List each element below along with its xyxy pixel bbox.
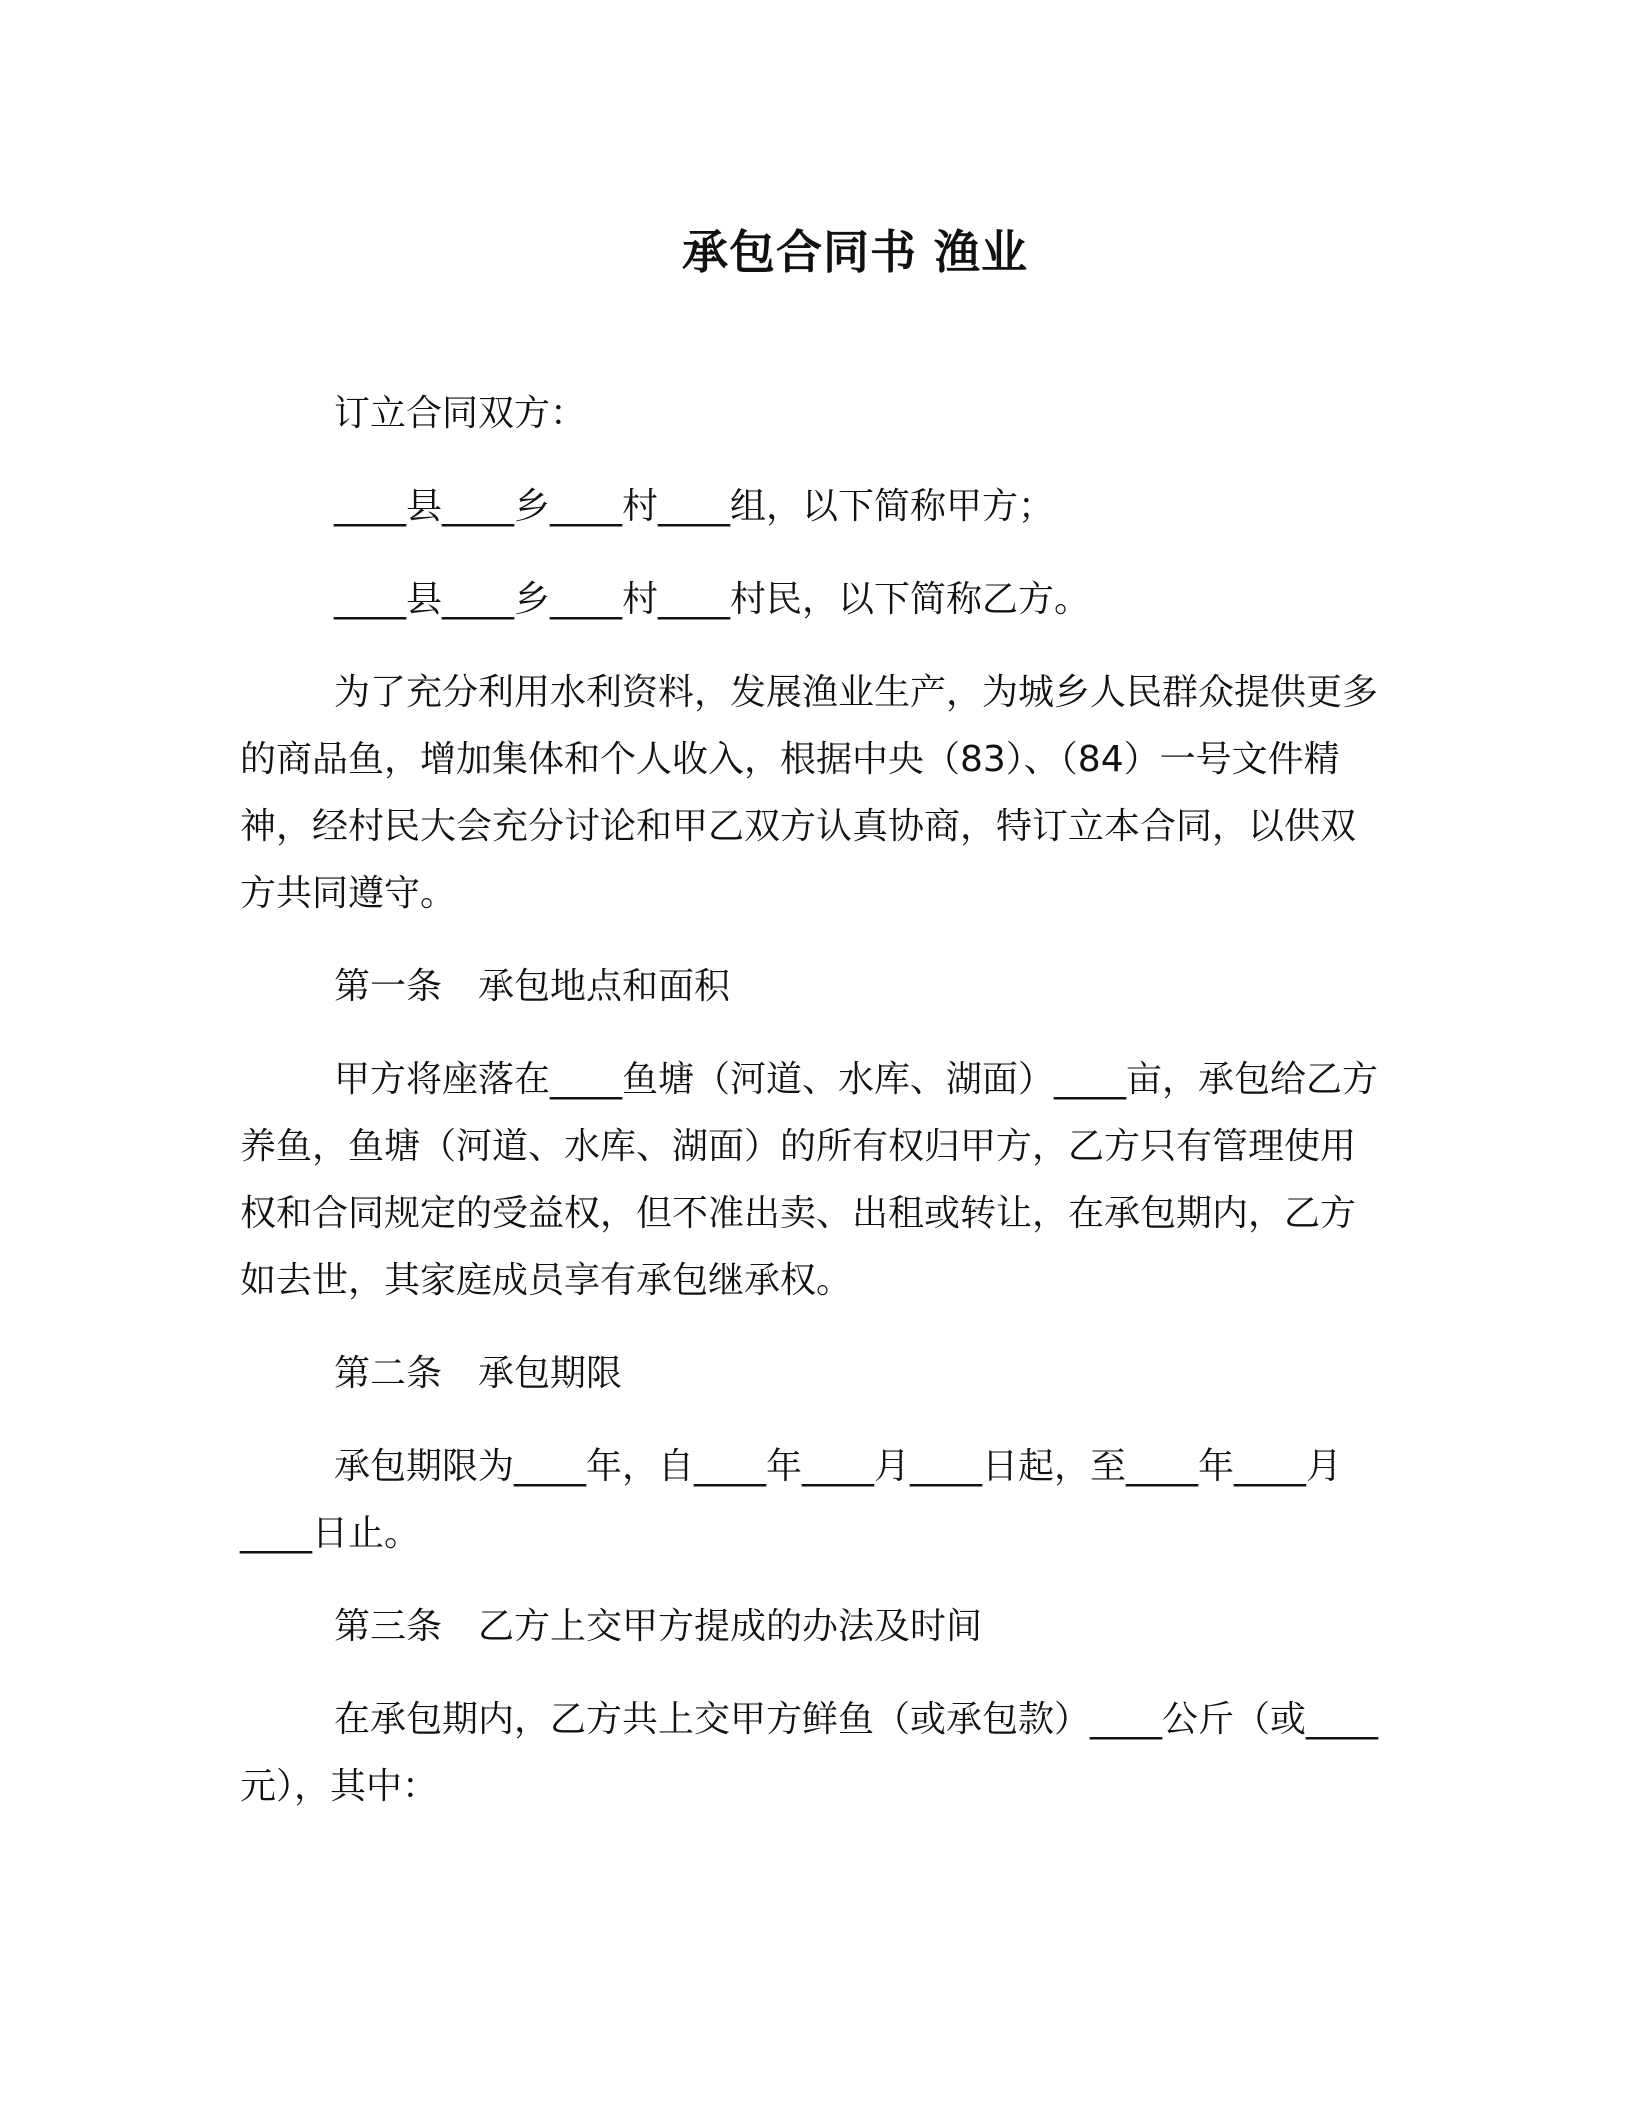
parties-intro: 订立合同双方： [334,393,587,434]
article-1-body: 甲方将座落在____鱼塘（河道、水库、湖面）____亩，承包给乙方养鱼，鱼塘（河道、水库、湖面）的所有权归甲方，乙方只有管理使用权和合同规定的受益权，但不准出卖、出租或转让，在承包期内，乙方如去世，其家庭成员享有承包继承权。 [240,1059,1379,1301]
article-2-body: 承包期限为____年，自____年____月____日起，至____年____月____日止。 [240,1446,1343,1554]
party-b-line: ____县____乡____村____村民，以下简称乙方。 [334,579,1091,620]
article-3-body: 在承包期内，乙方共上交甲方鲜鱼（或承包款）____公斤（或____元），其中： [240,1699,1379,1807]
article-2-heading: 第二条 承包期限 [334,1353,623,1394]
document-body [240,380,1380,1820]
article-3-heading: 第三条 乙方上交甲方提成的办法及时间 [334,1606,983,1647]
party-a-line: ____县____乡____村____组，以下简称甲方； [334,486,1055,527]
article-1-heading: 第一条 承包地点和面积 [334,966,731,1007]
preamble-paragraph: 为了充分利用水利资料，发展渔业生产，为城乡人民群众提供更多的商品鱼，增加集体和个人收入，根据中央（83）、（84）一号文件精神，经村民大会充分讨论和甲乙双方认真协商，特订立本合同，以供双方共同遵守。 [240,672,1379,914]
document-title: 承包合同书 渔业 [681,225,1028,279]
